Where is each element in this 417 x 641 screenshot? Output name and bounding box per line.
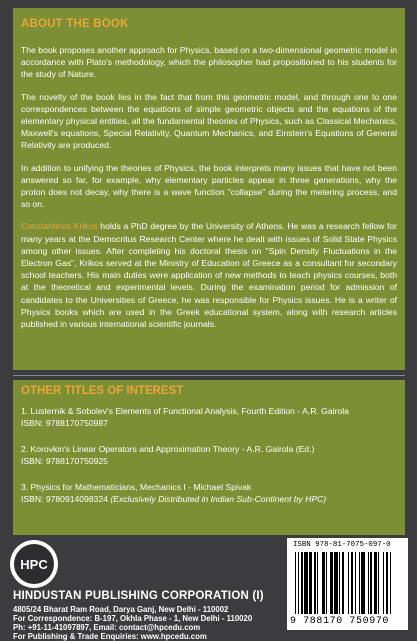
other-title-name: 2. Korovkin's Linear Operators and Approximation Theory - A.R. Gairola (Ed.) xyxy=(21,444,315,454)
distribution-note: (Exclusively Distributed in Indian Sub-Continent by HPC) xyxy=(110,494,327,504)
other-title-name: 3. Physics for Mathematicians, Mechanics I - Michael Spivak xyxy=(21,482,252,492)
other-title-name: 1. Lusternik & Sobolev's Elements of Functional Analysis, Fourth Edition - A.R. Gairola xyxy=(21,406,349,416)
publisher-contact: Ph: +91-11-41097897, Email: contact@hpcedu.com xyxy=(13,623,201,632)
other-titles-panel xyxy=(13,380,405,535)
author-paragraph xyxy=(21,220,397,330)
publisher-address: 4805/24 Bharat Ram Road, Darya Ganj, New Delhi - 110002 xyxy=(13,605,229,614)
barcode-number: 9 788170 750970 xyxy=(290,616,390,627)
publisher-trade-enquiries: For Publishing & Trade Enquiries: www.hpcedu.com xyxy=(13,632,207,641)
about-paragraph-1: The book proposes another approach for Physics, based on a two-dimensional geometric model in accordance with Plato's methodology, which the philosopher had propositioned to his students for the study of Nature. xyxy=(21,45,397,80)
about-paragraph-3: In addition to unifying the theories of Physics, the book interprets many issues that have not been answered so far, for example, why elementary particles appear in three generations, why the proton does not decay, why there is a wave function "collapse" during the metering process, and so on. xyxy=(21,162,397,210)
publisher-name: HINDUSTAN PUBLISHING CORPORATION (I) xyxy=(13,590,264,602)
other-titles-list xyxy=(21,405,401,519)
list-item xyxy=(21,405,401,429)
about-body xyxy=(21,44,397,340)
author-name: Constantinos Krikos xyxy=(21,221,98,232)
about-heading: ABOUT THE BOOK xyxy=(21,18,129,30)
about-paragraph-2: The novelty of the book lies in the fact that from this geometric model, and through one to one correspondences between the equations of simple geometric objects and the equations of the elementary physical entities, all the fundamental theories of Physics, such as Classical Mechanics, Maxwell's equations, Special Relativity, Quantum Mechanics, and Einstein's Equations of General Relativity are produced. xyxy=(21,91,397,151)
barcode-bars xyxy=(295,552,401,614)
other-title-isbn-line xyxy=(21,493,401,505)
publisher-correspondence: For Correspondence: B-197, Okhla Phase - 1, New Delhi - 110020 xyxy=(13,614,253,623)
other-title-isbn: ISBN: 9788170750987 xyxy=(21,418,108,428)
hpc-logo xyxy=(10,540,58,588)
isbn-label: ISBN 978-81-7075-097-0 xyxy=(293,541,391,549)
barcode-bar xyxy=(391,552,392,614)
other-titles-heading: OTHER TITLES OF INTEREST xyxy=(21,385,184,397)
hpc-logo-mark: HPC xyxy=(14,544,54,584)
author-bio: holds a PhD degree by the University of Athens. He was a research fellow for many years at the Democritus Research Center where he dealt with issues of Solid State Physics among other issues. After completing his doctoral thesis on "Spin Density Fluctuations in the Electron Gas", Krikos served at the Ministry of Education of Greece as a consultant for secondary school teachers. His main duties were application of new methods to teach physics courses, both at the theoretical and experimental levels. During the examination period for admission of candidates to the Universities of Greece, he was responsible for Physics issues. He is a writer of Physics books which are used in the Greek educational system, along with research articles published in various international scientific journals. xyxy=(21,221,397,330)
isbn-barcode xyxy=(287,538,408,630)
other-title-isbn: ISBN: 9780914098324 xyxy=(21,494,111,504)
section-divider xyxy=(13,375,405,376)
publisher-details xyxy=(13,605,252,641)
about-the-book-panel xyxy=(13,8,405,370)
other-title-isbn: ISBN: 9788170750925 xyxy=(21,456,108,466)
list-item xyxy=(21,443,401,467)
list-item xyxy=(21,481,401,505)
